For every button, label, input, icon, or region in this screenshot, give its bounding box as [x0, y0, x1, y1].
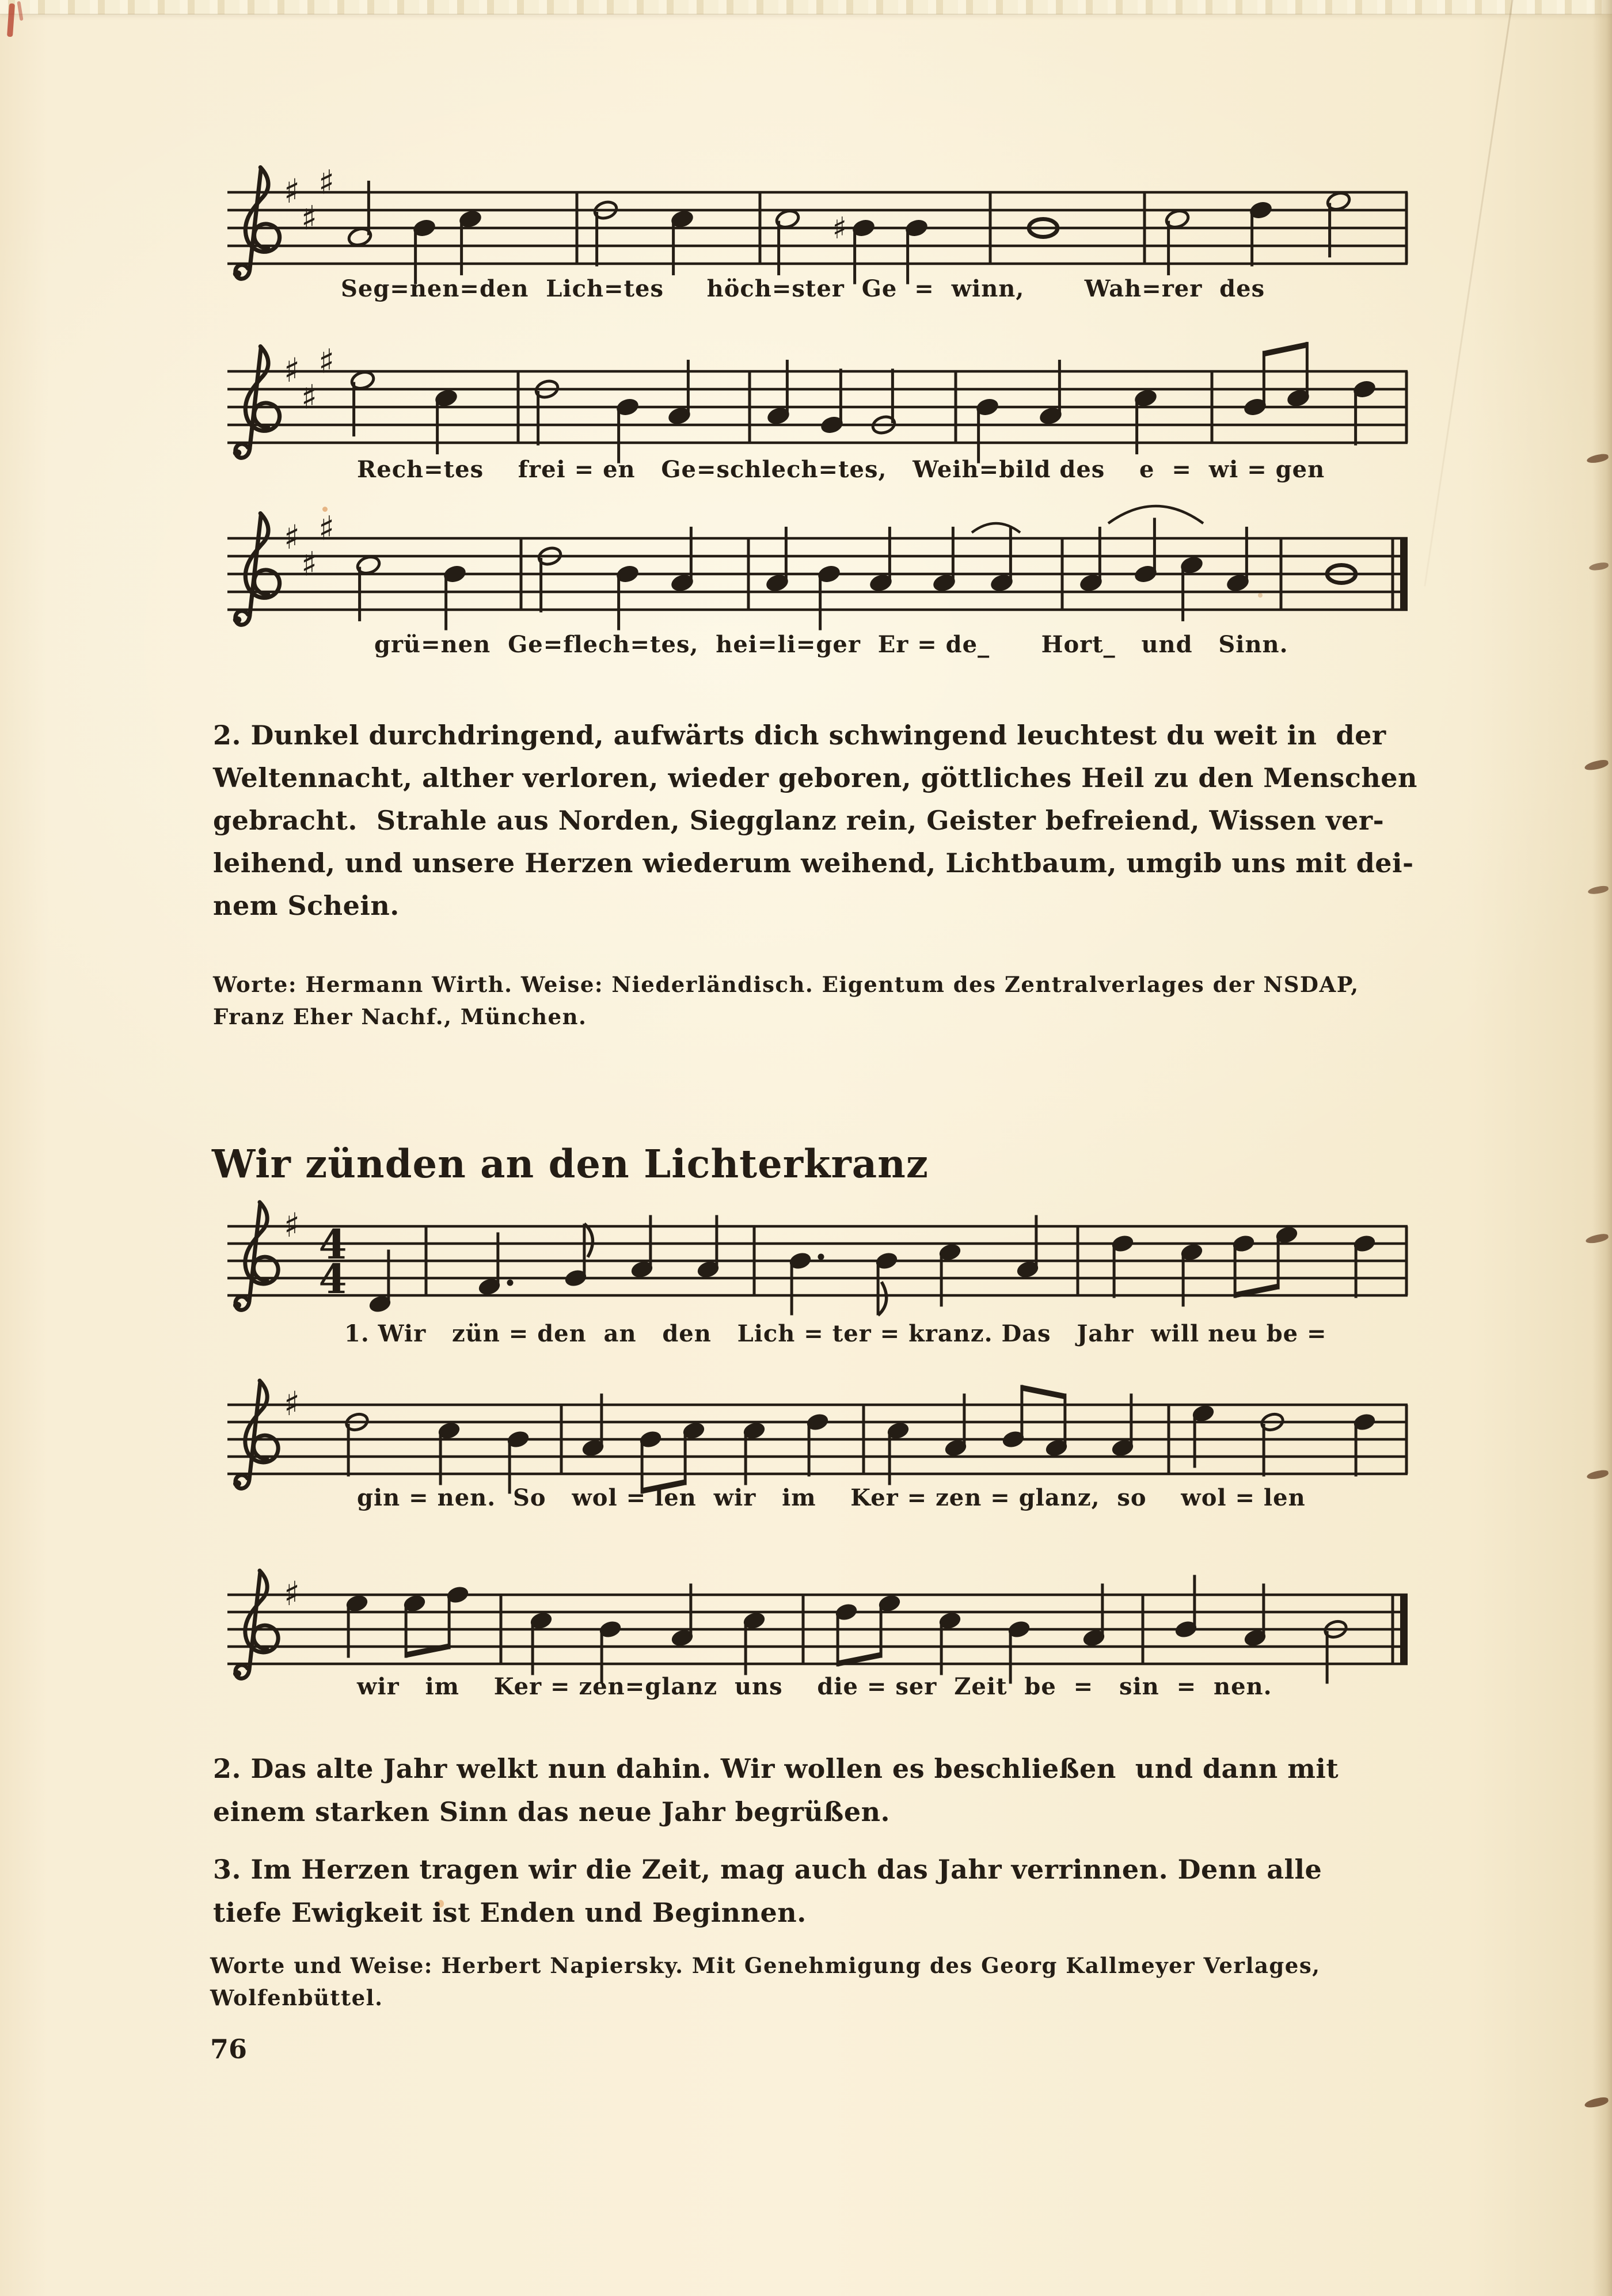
svg-text:♯: ♯ [318, 508, 335, 548]
paper-crease [1424, 0, 1516, 587]
svg-text:♯: ♯ [283, 518, 301, 557]
verse-line: einem starken Sinn das neue Jahr begrüßen. [213, 1796, 891, 1827]
credit-line: Worte: Hermann Wirth. Weise: Niederländisch. Eigentum des Zentralverlages der NSDAP, [213, 972, 1359, 997]
song2-title: Wir zünden an den Lichterkranz [212, 1141, 929, 1187]
credit-line: Franz Eher Nachf., München. [213, 1004, 587, 1029]
credit-line: Wolfenbüttel. [210, 1985, 383, 2010]
verse-line: 2. Das alte Jahr welkt nun dahin. Wir wollen es beschließen und dann mit [213, 1753, 1339, 1784]
svg-text:♯: ♯ [283, 172, 301, 211]
svg-text:♯: ♯ [283, 1206, 301, 1245]
page-number: 76 [210, 2033, 248, 2065]
verse-line: 3. Im Herzen tragen wir die Zeit, mag auch das Jahr verrinnen. Denn alle [213, 1854, 1322, 1885]
song2-lyrics-line-3: wir im Ker = zen=glanz uns die = ser Zeit be = sin = nen. [357, 1673, 1272, 1700]
svg-text:♯: ♯ [318, 341, 335, 381]
verse-line: 2. Dunkel durchdringend, aufwärts dich schwingend leuchtest du weit in der [213, 720, 1386, 751]
verse-line: Weltennacht, alther verloren, wieder geboren, göttliches Heil zu den Menschen [213, 762, 1417, 793]
svg-text:♯: ♯ [832, 211, 847, 246]
verse-line: leihend, und unsere Herzen wiederum weihend, Lichtbaum, umgib uns mit dei- [213, 847, 1414, 879]
song1-lyrics-line-1: Seg=nen=den Lich=tes höch=ster Ge = winn, Wah=rer des [341, 275, 1265, 302]
svg-text:♯: ♯ [283, 1574, 301, 1613]
verse-line: nem Schein. [213, 890, 400, 921]
svg-text:♯: ♯ [301, 377, 318, 417]
song1-lyrics-line-3: grü=nen Ge=flech=tes, hei=li=ger Er = de_ Hort_ und Sinn. [374, 631, 1288, 658]
svg-text:♯: ♯ [283, 351, 301, 390]
credit-line: Worte und Weise: Herbert Napiersky. Mit Genehmigung des Georg Kallmeyer Verlages, [210, 1953, 1321, 1978]
svg-text:♯: ♯ [301, 544, 318, 584]
song2-lyrics-line-1: 1. Wir zün = den an den Lich = ter = kranz. Das Jahr will neu be = [344, 1320, 1327, 1347]
svg-text:♯: ♯ [318, 162, 335, 202]
song2-lyrics-line-2: gin = nen. So wol = len wir im Ker = zen = glanz, so wol = len [357, 1484, 1306, 1511]
page-top-edge [0, 0, 1612, 14]
svg-text:4: 4 [318, 1221, 347, 1268]
svg-text:♯: ♯ [283, 1384, 301, 1423]
verse-line: tiefe Ewigkeit ist Enden und Beginnen. [213, 1897, 807, 1928]
page-right-edge [1592, 0, 1612, 2296]
verse-line: gebracht. Strahle aus Norden, Siegglanz rein, Geister befreiend, Wissen ver- [213, 805, 1385, 836]
song1-lyrics-line-2: Rech=tes frei = en Ge=schlech=tes, Weih=bild des e = wi = gen [357, 456, 1325, 483]
svg-text:4: 4 [318, 1255, 347, 1303]
svg-text:♯: ♯ [301, 198, 318, 238]
